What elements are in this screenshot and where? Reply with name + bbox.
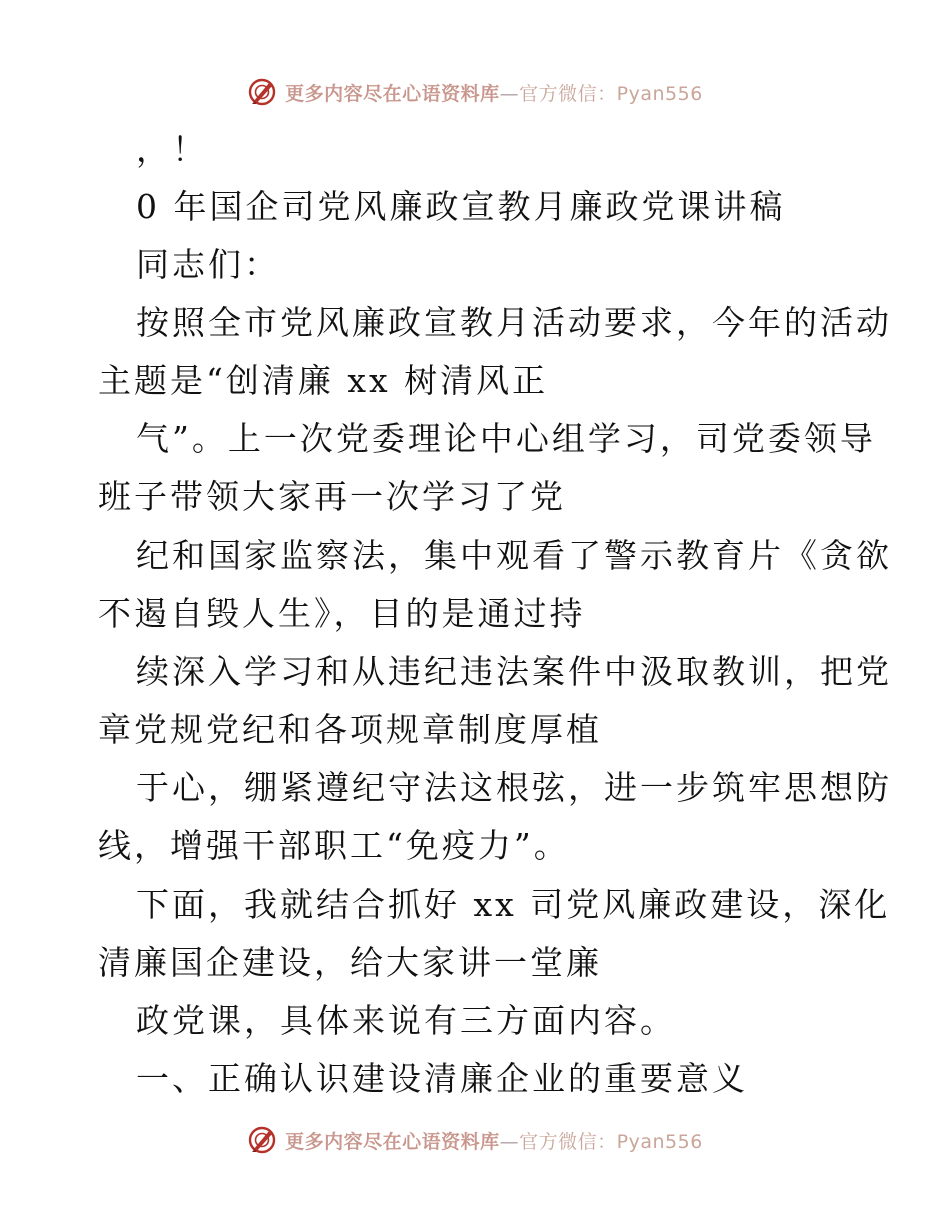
watermark-account: 官方微信：Pyan556 — [519, 1130, 703, 1153]
section-heading: 一、正确认识建设清廉企业的重要意义 — [136, 1059, 748, 1098]
watermark-account: 官方微信：Pyan556 — [519, 82, 703, 105]
watermark-text — [285, 79, 703, 106]
watermark-text — [285, 1127, 703, 1154]
text-line: ，！ — [136, 130, 208, 169]
watermark-separator: — — [499, 82, 520, 105]
watermark-site-name: 更多内容尽在心语资料库 — [285, 1130, 500, 1153]
watermark-separator: — — [499, 1130, 520, 1153]
text-line: 不遏自毁人生》，目的是通过持 — [98, 594, 586, 633]
watermark-site-name: 更多内容尽在心语资料库 — [285, 82, 500, 105]
text-line: 政党课，具体来说有三方面内容。 — [136, 1001, 676, 1040]
text-line: 按照全市党风廉政宣教月活动要求，今年的活动 — [136, 303, 892, 342]
red-pen-logo-icon — [247, 77, 277, 107]
red-pen-logo-icon — [247, 1125, 277, 1155]
text-line: 纪和国家监察法，集中观看了警示教育片《贪欲 — [136, 536, 892, 575]
header-watermark — [0, 72, 950, 112]
text-line: 班子带领大家再一次学习了党 — [98, 477, 566, 516]
text-line: 续深入学习和从违纪违法案件中汲取教训，把党 — [136, 652, 892, 691]
text-line: 线，增强干部职工“免疫力”。 — [98, 826, 570, 865]
text-line: 下面，我就结合抓好 xx 司党风廉政建设，深化 — [136, 885, 891, 924]
document-title: 0 年国企司党风廉政宣教月廉政党课讲稿 — [136, 187, 786, 226]
footer-watermark — [0, 1120, 950, 1160]
text-line: 章党规党纪和各项规章制度厚植 — [98, 710, 602, 749]
text-line: 清廉国企建设，给大家讲一堂廉 — [98, 943, 602, 982]
text-line: 于心，绷紧遵纪守法这根弦，进一步筑牢思想防 — [136, 768, 892, 807]
text-line: 主题是“创清廉 xx 树清风正 — [98, 361, 549, 400]
text-line: 气”。上一次党委理论中心组学习，司党委领导 — [136, 419, 876, 458]
salutation: 同志们： — [136, 245, 280, 284]
